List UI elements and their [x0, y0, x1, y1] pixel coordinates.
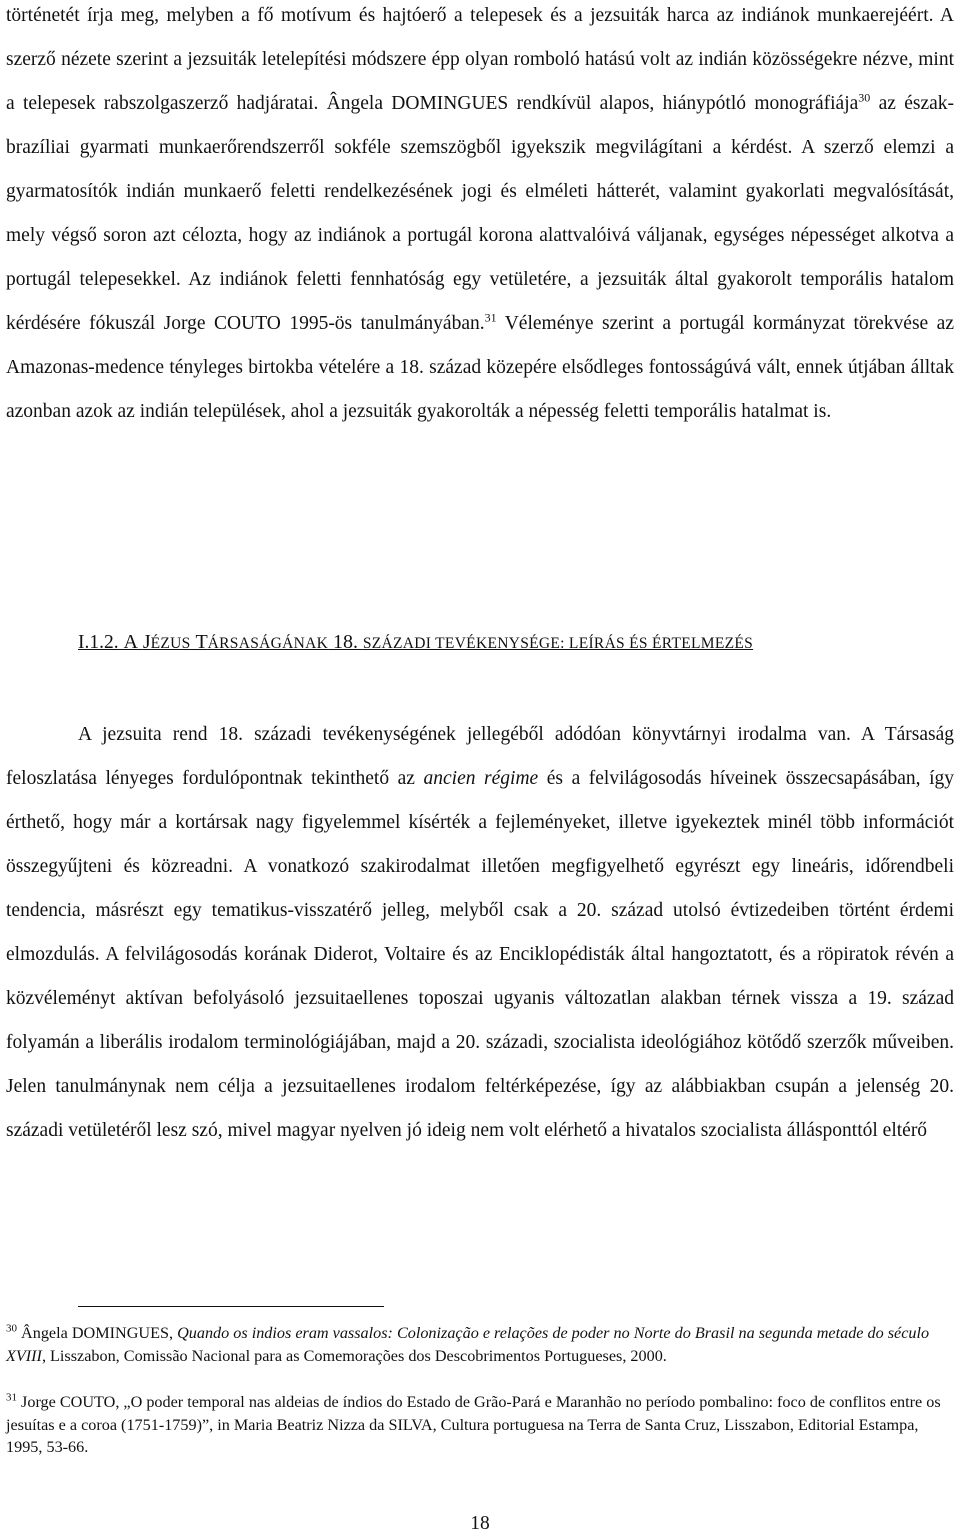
footnote-title: Quando os indios eram vassalos: Colonização e relações de poder no Norte do Brasil na segunda metade do século XVIII	[6, 1324, 930, 1365]
italic-term: ancien régime	[423, 768, 539, 789]
footnote-number: 30	[6, 1322, 17, 1335]
footnote-number: 31	[6, 1391, 17, 1404]
footnote-ref-31[interactable]: 31	[484, 310, 497, 325]
footnote-separator	[78, 1306, 384, 1307]
paragraph-text: A jezsuita rend 18. századi tevékenységének jellegéből adódóan könyvtárnyi irodalma van. A Társaság feloszlatása lényeges fordulópontnak tekinthető az	[6, 724, 954, 789]
body-paragraph-intro	[6, 0, 954, 434]
section-heading: I.1.2. A JÉZUS TÁRSASÁGÁNAK 18. SZÁZADI TEVÉKENYSÉGE: LEÍRÁS ÉS ÉRTELMEZÉS	[78, 631, 754, 653]
footnote-31: $^{31}$ Jorge COUTO, „O poder temporal nas aldeias de índios do Estado de Grão-Pará e Maranhão no período pombalino: foco de conflitos entre os jesuítas e a coroa (1751-1759)”, in Maria Beatriz Nizza da SILVA, Cultura portuguesa na Terra de Santa Cruz, Lisszabon, Editorial Estampa, 1995, 53-66.	[6, 1391, 941, 1456]
body-paragraph-literature	[6, 713, 954, 1153]
heading-number: I.1.2.	[78, 632, 119, 653]
paragraph-text: Véleménye szerint a portugál kormányzat törekvése az Amazonas-medence tényleges birtokba vételére a 18. század közepére elsődleges fontosságúvá vált, ennek útjában álltak azonban azok az indián települések, ahol a jezsuiták gyakorolták a népesség feletti temporális hatalmat is.	[6, 313, 954, 422]
paragraph-text: az észak-brazíliai gyarmati munkaerőrendszerről sokféle szemszögből igyekszik megvilágítani a kérdést. A szerző elemzi a gyarmatosítók indián munkaerő feletti rendelkezésének jogi és elméleti hátterét, valamint gyakorlati megvalósítását, mely végső soron azt célozta, hogy az indiánok a portugál korona alattvalóivá váljanak, egységes népességet alkotva a portugál telepesekkel. Az indiánok feletti fennhatóság egy vetületére, a jezsuiták által gyakorolt temporális hatalom kérdésére fókuszál Jorge COUTO 1995-ös tanulmányában.	[6, 93, 954, 334]
paragraph-text: történetét írja meg, melyben a fő motívum és hajtóerő a telepesek és a jezsuiták harca az indiánok munkaerejéért. A szerző nézete szerint a jezsuiták letelepítési módszere épp olyan romboló hatású volt az indián közösségekre nézve, mint a telepesek rabszolgaszerző hadjáratai. Ângela DOMINGUES rendkívül alapos, hiánypótló monográfiája	[6, 5, 954, 114]
paragraph-text: és a felvilágosodás híveinek összecsapásában, így érthető, hogy már a kortársak nagy figyelemmel kísérték a fejleményeket, illetve igyekeztek minél több információt összegyűjteni és közreadni. A vonatkozó szakirodalmat illetően megfigyelhető egyrészt egy lineáris, időrendbeli tendencia, másrészt egy tematikus-visszatérő jelleg, melyből csak a 20. század utolsó évtizedeiben történt érdemi elmozdulás. A felvilágosodás korának Diderot, Voltaire és az Enciklopédisták által hangoztatott, és a röpiratok révén a közvéleményt aktívan befolyásoló jezsuitaellenes toposzai ugyanis változatlan alakban térnek vissza a 19. század folyamán a liberális irodalom terminológiájában, majd a 20. századi, szocialista ideológiához kötődő szerzők műveiben. Jelen tanulmánynak nem célja a jezsuitaellenes irodalom feltérképezése, így az alábbiakban csupán a jelenség 20. századi vetületéről lesz szó, mivel magyar nyelven jó ideig nem volt elérhető a hivatalos szocialista állásponttól eltérő	[6, 768, 954, 1141]
footnote-30: $^{30}$ Ângela DOMINGUES, Quando os indios eram vassalos: Colonização e relações de poder no Norte do Brasil na segunda metade do século XVIII, Lisszabon, Comissão Nacional para as Comemorações dos Descobrimentos Portugueses, 2000.	[6, 1322, 930, 1365]
page-number: 18	[470, 1513, 490, 1534]
footnote-ref-30[interactable]: 30	[858, 90, 871, 105]
